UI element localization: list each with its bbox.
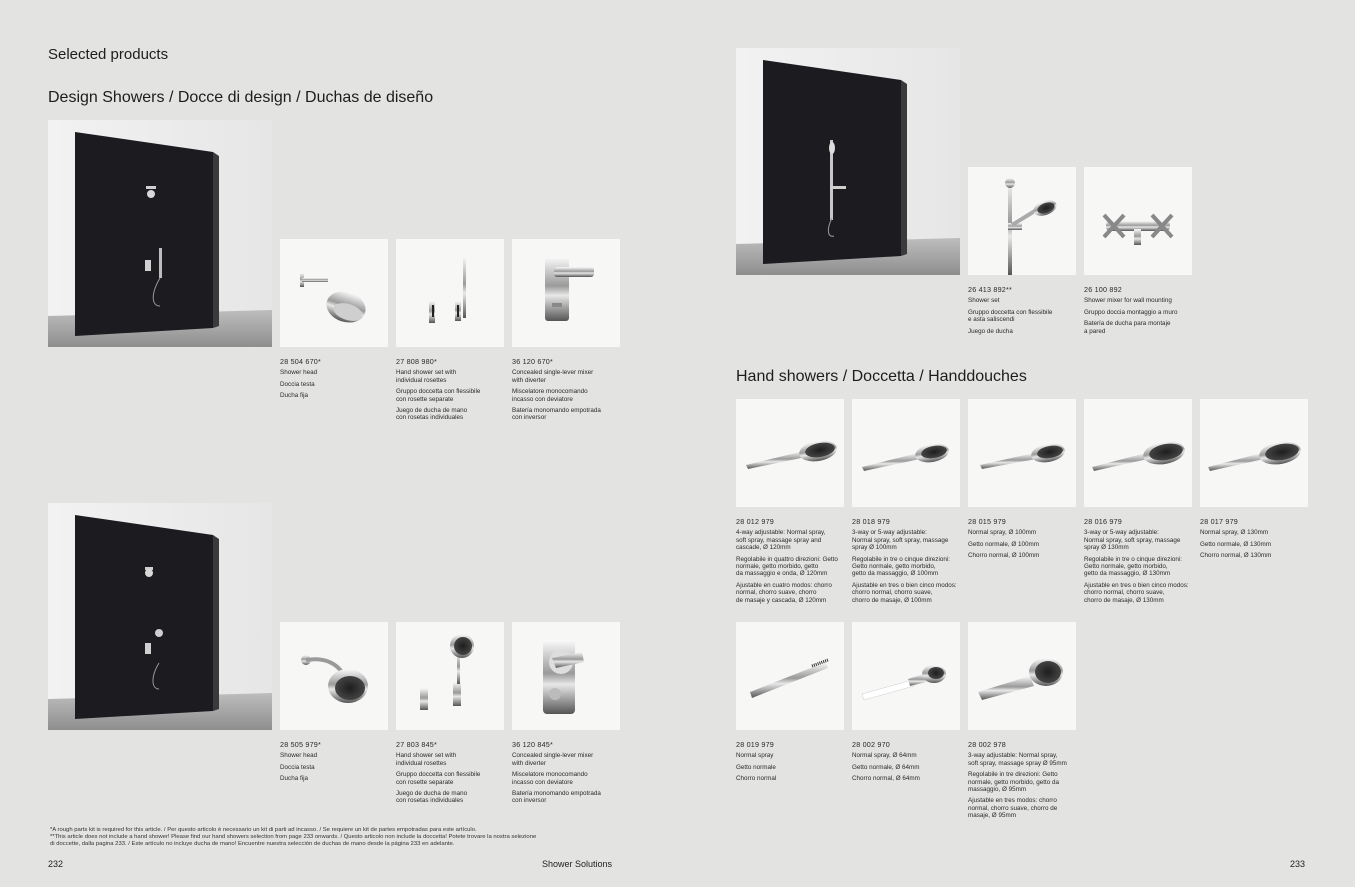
design-shower-wall-image-1 [48,120,272,347]
product-image-concealed-mixer-2 [512,622,620,730]
description-es: Ducha fija [280,392,309,400]
product-code: 28 002 978 [968,740,1006,749]
product-code: 28 012 979 [736,517,774,526]
caption-28002970 [852,741,966,787]
page-heading: Selected products [48,46,169,63]
hand-shower-set-icon [396,239,504,347]
product-image-shower-set [968,167,1076,275]
product-code: 28 017 979 [1200,517,1238,526]
description-es: Chorro normal [736,775,777,783]
running-title: Shower Solutions [542,859,613,869]
description-en: Hand shower set with individual rosettes [396,752,457,767]
description-en: Hand shower set with individual rosettes [396,369,457,384]
description-es: Chorro normal, Ø 100mm [968,552,1040,560]
description-en: Shower head [280,752,318,760]
caption-28016979 [1084,518,1198,608]
product-image-28018979 [852,399,960,507]
product-code: 36 120 845* [512,740,553,749]
footnote: *A rough parts kit is required for this article. / Per questo articolo è necessario un kit di parti ad incasso. / Se requiere un kit de partes empotradas para este artículo. **This article does not include a hand shower! Please find our hand showers selection from page 233 onwards. / Questo articolo non include la doccetta! Potete trovare la nostra selezione di doccette, dalla pagina 233. / Este artículo no incluye ducha de mano! Encuentre nuestra selección de duchas de mano desde la página 233 en adelante. [50,827,537,847]
description-en: 3-way or 5-way adjustable: Normal spray, soft spray, massage spray Ø 130mm [1084,529,1181,552]
description-en: 4-way adjustable: Normal spray, soft spray, massage spray and cascade, Ø 120mm [736,529,826,552]
product-image-shower-head [280,239,388,347]
description-en: Normal spray, Ø 130mm [1200,529,1269,537]
product-code: 28 002 970 [852,740,890,749]
description-es: Ajustable en tres modos: chorro normal, chorro suave, chorro de masaje, Ø 95mm [968,797,1058,820]
product-image-28016979 [1084,399,1192,507]
product-code: 28 504 670* [280,357,321,366]
description-it: Doccia testa [280,380,315,388]
caption-26413892 [968,286,1080,339]
description-it: Gruppo doccetta con flessibile con rosette separate [396,388,481,403]
product-image-28015979 [968,399,1076,507]
description-es: Chorro normal, Ø 130mm [1200,552,1272,560]
description-it: Gruppo doccetta con flessibile e asta saliscendi [968,308,1053,324]
description-it: Miscelatore monocomando incasso con deviatore [512,771,588,786]
description-it: Miscelatore monocomando incasso con deviatore [512,388,588,403]
description-en: Concealed single-lever mixer with diverter [512,369,594,384]
shower-rail-set-icon [968,167,1076,275]
description-en: Concealed single-lever mixer with diverter [512,752,594,767]
product-image-concealed-mixer [512,239,620,347]
description-en: Normal spray, Ø 100mm [968,529,1037,537]
shower-wall-icon [48,503,272,730]
hand-shower-set-icon [396,622,504,730]
description-en: Shower set [968,297,1000,305]
description-en: 3-way adjustable: Normal spray, soft spray, massage spray Ø 95mm [968,752,1067,767]
description-es: Chorro normal, Ø 64mm [852,775,920,783]
product-image-28019979 [736,622,844,730]
description-es: Ajustable en tres o bien cinco modos: chorro normal, chorro suave, chorro de masaje, Ø 130mm [1084,581,1189,604]
product-image-28012979 [736,399,844,507]
description-it: Getto normale, Ø 64mm [852,763,920,771]
caption-28015979 [968,518,1082,564]
chrome-hand-shower-icon [968,622,1076,730]
hand-shower-icon [1200,399,1308,507]
description-es: Juego de ducha de mano con rosetas individuales [396,407,468,422]
hand-shower-icon [968,399,1076,507]
shower-wall-icon [736,48,960,275]
description-es: Juego de ducha [968,327,1013,335]
description-it: Regolabile in tre direzioni: Getto normale, getto morbido, getto da massaggio, Ø 95mm [968,771,1060,794]
concealed-mixer-icon [512,239,620,347]
stick-hand-shower-icon [736,622,844,730]
caption-28012979 [736,518,850,608]
product-image-28017979 [1200,399,1308,507]
description-es: Batería monomando empotrada con inversor [512,407,601,422]
description-it: Getto normale, Ø 100mm [968,540,1040,548]
description-es: Batería de ducha para montaje a pared [1084,320,1171,335]
product-image-shower-head-2 [280,622,388,730]
description-es: Ducha fija [280,775,309,783]
hand-shower-icon [736,399,844,507]
hand-shower-icon [1084,399,1192,507]
shower-head-icon [280,622,388,730]
caption-36120845 [512,741,624,809]
product-code: 27 808 980* [396,357,437,366]
shower-wall-icon [48,120,272,347]
caption-26100892 [1084,286,1196,339]
product-code: 26 100 892 [1084,285,1122,294]
caption-28017979 [1200,518,1314,564]
caption-36120670 [512,358,624,426]
product-image-hand-shower-set-2 [396,622,504,730]
description-es: Ajustable en cuatro modos: chorro normal, chorro suave, chorro de masaje y cascada, Ø 120mm [736,581,832,604]
caption-28018979 [852,518,966,608]
description-it: Regolabile in tre o cinque direzioni: Getto normale, getto morbido, getto da massaggio, Ø 130mm [1084,555,1183,578]
product-code: 28 016 979 [1084,517,1122,526]
caption-28505979 [280,741,392,787]
description-es: Juego de ducha de mano con rosetas individuales [396,790,468,805]
product-code: 36 120 670* [512,357,553,366]
product-code: 28 018 979 [852,517,890,526]
shower-head-icon [280,239,388,347]
caption-27803845 [396,741,508,809]
caption-28019979 [736,741,850,787]
product-code: 28 015 979 [968,517,1006,526]
hand-shower-icon [852,399,960,507]
product-image-hand-shower-set [396,239,504,347]
description-it: Getto normale, Ø 130mm [1200,540,1272,548]
description-it: Gruppo doccia montaggio a muro [1084,308,1178,316]
page-number-right: 233 [1290,859,1306,869]
wall-mixer-icon [1084,167,1192,275]
product-image-wall-mixer [1084,167,1192,275]
product-code: 26 413 892** [968,285,1012,294]
caption-28504670 [280,358,392,404]
description-en: Normal spray, Ø 64mm [852,752,917,760]
description-es: Ajustable en tres o bien cinco modos: chorro normal, chorro suave, chorro de masaje, Ø 100mm [852,581,957,604]
product-code: 28 019 979 [736,740,774,749]
product-image-28002978 [968,622,1076,730]
white-handle-shower-icon [852,622,960,730]
shower-set-wall-image [736,48,960,275]
description-en: Shower head [280,369,318,377]
concealed-mixer-icon [512,622,620,730]
caption-28002978 [968,741,1082,824]
product-image-28002970 [852,622,960,730]
section-title-hand-showers: Hand showers / Doccetta / Handdouches [736,368,1027,385]
description-en: Shower mixer for wall mounting [1084,297,1172,305]
page-number-left: 232 [48,859,64,869]
description-it: Gruppo doccetta con flessibile con rosette separate [396,771,481,786]
description-en: 3-way or 5-way adjustable: Normal spray, soft spray, massage spray Ø 100mm [852,529,949,552]
description-it: Getto normale [736,763,776,771]
description-it: Doccia testa [280,763,315,771]
design-shower-wall-image-2 [48,503,272,730]
caption-27808980 [396,358,508,426]
description-es: Batería monomando empotrada con inversor [512,790,601,805]
product-code: 27 803 845* [396,740,437,749]
product-code: 28 505 979* [280,740,321,749]
section-title-design-showers: Design Showers / Docce di design / Duchas de diseño [48,89,434,106]
description-it: Regolabile in tre o cinque direzioni: Getto normale, getto morbido, getto da massaggio, Ø 100mm [852,555,951,578]
description-en: Normal spray [736,752,774,760]
description-it: Regolabile in quattro direzioni: Getto normale, getto morbido, getto da massaggio e onda, Ø 120mm [736,555,838,578]
